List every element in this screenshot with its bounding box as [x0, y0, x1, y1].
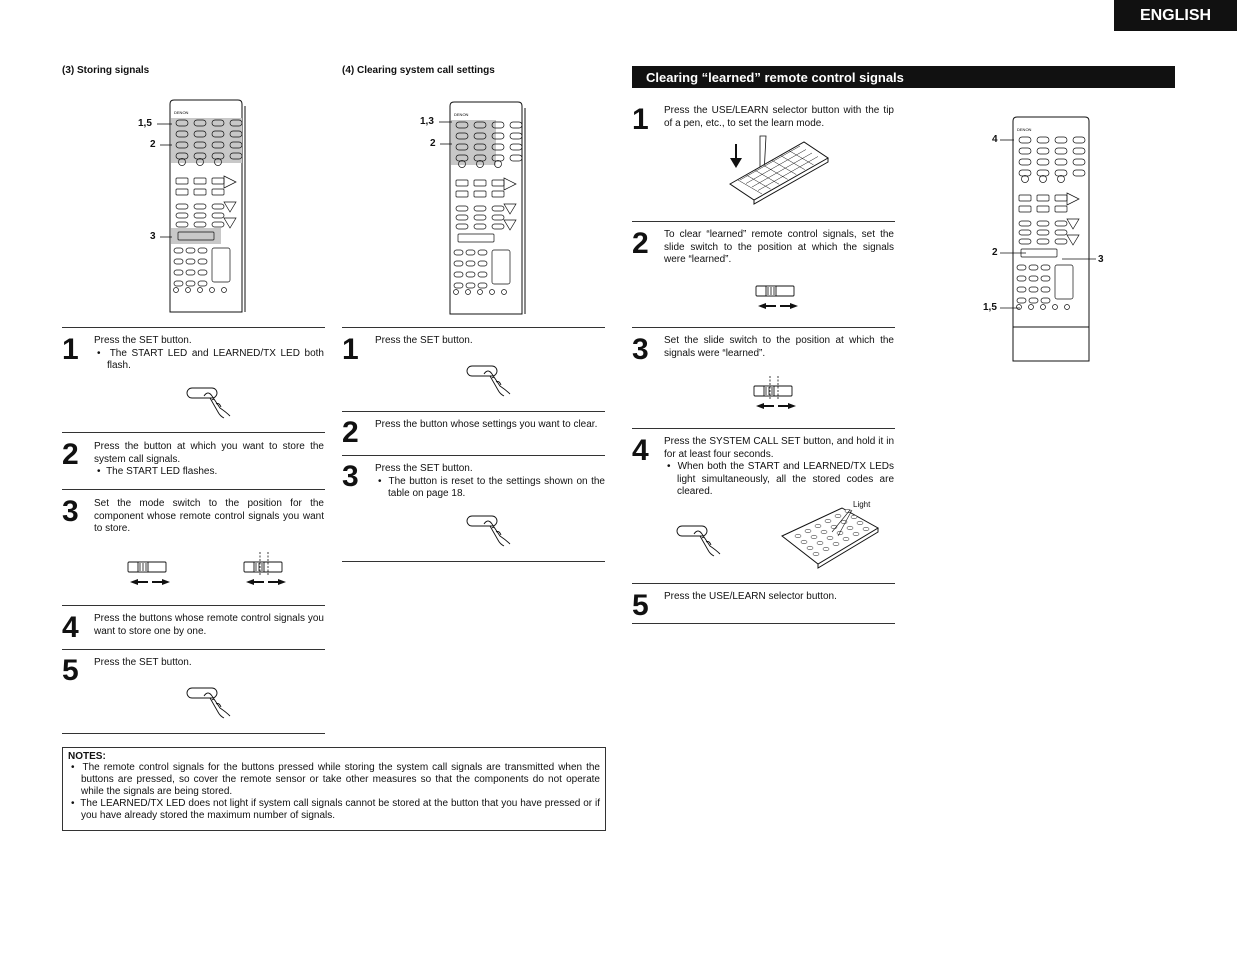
step-number: 4	[632, 434, 649, 467]
remote-key-shape	[821, 530, 827, 534]
step-bullet: • When both the START and LEARNED/TX LEDs light simultaneously, all the stored codes are cleared.	[667, 461, 895, 497]
remote-key-shape	[863, 527, 869, 531]
step-divider	[632, 583, 895, 584]
note-item: • The remote control signals for the buttons pressed while storing the system call signals are transmitted when the buttons are pressed, so cover the remote sensor or take other measures so that the components do not operate while the signals are being stored.	[71, 762, 600, 797]
step-number: 5	[62, 654, 79, 687]
remote-key-shape	[835, 514, 841, 518]
callout-label: 1,3	[420, 116, 434, 127]
step-text: To clear “learned” remote control signals, set the slide switch to the position at which the signals were “learned”.	[664, 229, 894, 265]
step-text: Press the SET button.	[94, 657, 192, 668]
finger-press-icon	[676, 524, 726, 556]
step-bullet: • The START LED and LEARNED/TX LED both flash.	[97, 347, 324, 371]
finger-press-icon	[466, 364, 516, 396]
step-number: 1	[632, 103, 649, 136]
step-text: Press the USE/LEARN selector button.	[664, 591, 837, 602]
remote-key-shape	[801, 540, 807, 544]
step-text: Set the mode switch to the position for the component whose remote control signals you want to store.	[94, 498, 324, 534]
remote-key-shape	[823, 547, 829, 551]
remote-key-shape	[815, 524, 821, 528]
remote-key-shape	[268, 579, 286, 585]
callout-label: 2	[150, 139, 156, 150]
callout-leaders-clearing-learned	[0, 0, 1, 1]
step-bullet: • The START LED flashes.	[97, 466, 218, 477]
step-number: 3	[632, 333, 649, 366]
step-text: Press the button whose settings you want to clear.	[375, 419, 598, 430]
note-item: • The LEARNED/TX LED does not light if system call signals cannot be stored at the button that you have pressed or if you have already stored the maximum number of signals.	[71, 798, 601, 821]
remote-key-shape	[780, 303, 798, 309]
remote-illustration-clearing-system	[448, 100, 528, 316]
step-divider	[632, 221, 895, 222]
step-number: 1	[62, 333, 79, 366]
keypad-lights-icon	[780, 506, 880, 574]
step-number: 3	[62, 495, 79, 528]
language-badge: ENGLISH	[1114, 0, 1237, 31]
step-number: 4	[62, 611, 79, 644]
remote-key-shape	[817, 541, 823, 545]
remote-key-shape	[847, 526, 853, 530]
callout-label: 2	[430, 138, 436, 149]
callout-label: 1,5	[138, 118, 152, 129]
step-text: Press the SET button. • The START LED and LEARNED/TX LED both flash.	[94, 335, 324, 371]
remote-illustration-storing	[168, 98, 248, 314]
step-text: Press the SET button.	[375, 335, 473, 346]
slide-switch-icon	[754, 282, 804, 314]
section-4-heading: (4) Clearing system call settings	[342, 65, 495, 76]
remote-key-shape	[130, 579, 148, 585]
step-text: Press the USE/LEARN selector button with the tip of a pen, etc., to set the learn mode.	[664, 105, 894, 129]
step-divider	[62, 327, 325, 328]
step-text: Press the SYSTEM CALL SET button, and hold it in for at least four seconds. • When both the START and LEARNED/TX LEDs light simultaneously, all the stored codes are cleared.	[664, 436, 895, 497]
callout-label: 3	[1098, 254, 1104, 265]
remote-key-shape	[246, 579, 264, 585]
step-text: Press the SET button. • The button is reset to the settings shown on the table on page 18.	[375, 463, 605, 499]
step-divider	[632, 428, 895, 429]
slide-switch-icon	[242, 552, 292, 592]
step-text: Press the button at which you want to store the system call signals. • The START LED flashes.	[94, 441, 324, 477]
clear-learned-heading: Clearing “learned” remote control signals	[632, 66, 1175, 88]
notes-title: NOTES:	[68, 751, 106, 762]
step-divider	[62, 649, 325, 650]
step-divider	[342, 561, 605, 562]
remote-key-shape	[778, 403, 796, 409]
callout-label: 2	[992, 247, 998, 258]
step-number: 2	[342, 416, 359, 449]
callout-label: 1,5	[983, 302, 997, 313]
remote-key-shape	[758, 303, 776, 309]
pen-on-remote-icon	[724, 136, 834, 204]
remote-key-shape	[833, 542, 839, 546]
step-divider	[342, 455, 605, 456]
callout-label: 3	[150, 231, 156, 242]
finger-press-icon	[466, 514, 516, 546]
step-bullet: • The button is reset to the settings shown on the table on page 18.	[378, 475, 605, 499]
remote-key-shape	[756, 403, 774, 409]
remote-key-shape	[853, 532, 859, 536]
remote-logo: DENON	[454, 112, 469, 117]
step-divider	[342, 411, 605, 412]
step-number: 3	[342, 460, 359, 493]
remote-key-shape	[825, 519, 831, 523]
remote-illustration-clearing-learned	[1011, 115, 1091, 363]
remote-key-shape	[152, 579, 170, 585]
notes-box	[62, 747, 606, 831]
slide-switch-icon	[752, 376, 802, 416]
section-3-heading: (3) Storing signals	[62, 65, 150, 76]
step-divider	[62, 605, 325, 606]
step-divider	[62, 733, 325, 734]
remote-logo: DENON	[174, 110, 189, 115]
step-number: 5	[632, 589, 649, 622]
remote-key-shape	[805, 529, 811, 533]
step-text: Set the slide switch to the position at which the signals were “learned”.	[664, 335, 894, 359]
remote-key-shape	[795, 534, 801, 538]
step-number: 1	[342, 333, 359, 366]
finger-press-icon	[186, 686, 236, 718]
step-divider	[62, 489, 325, 490]
step-divider	[632, 327, 895, 328]
remote-key-shape	[857, 521, 863, 525]
remote-key-shape	[843, 537, 849, 541]
remote-key-shape	[807, 546, 813, 550]
step-text: Press the buttons whose remote control signals you want to store one by one.	[94, 613, 324, 637]
step-number: 2	[632, 227, 649, 260]
remote-logo: DENON	[1017, 127, 1032, 132]
remote-key-shape	[813, 552, 819, 556]
slide-switch-icon	[126, 558, 176, 590]
finger-press-icon	[186, 386, 236, 418]
step-number: 2	[62, 438, 79, 471]
step-divider	[632, 623, 895, 624]
light-label: Light	[853, 500, 871, 509]
remote-key-shape	[851, 515, 857, 519]
remote-key-shape	[811, 535, 817, 539]
step-divider	[342, 327, 605, 328]
callout-label: 4	[992, 134, 998, 145]
remote-key-shape	[827, 536, 833, 540]
step-divider	[62, 432, 325, 433]
